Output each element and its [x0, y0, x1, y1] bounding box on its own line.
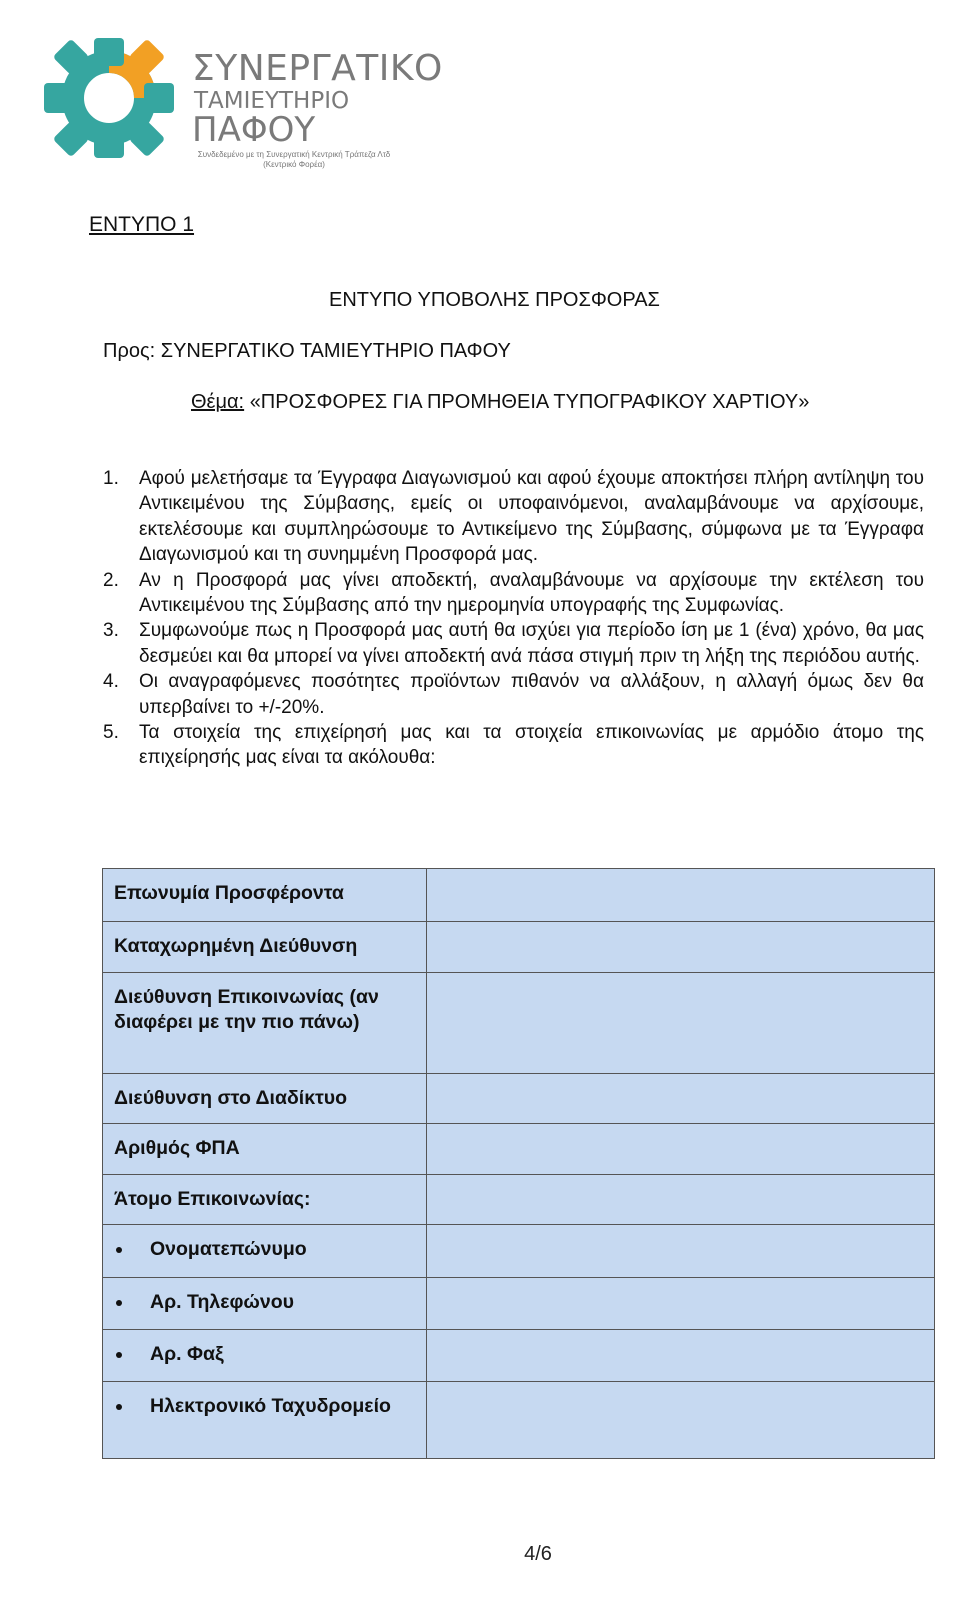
email-cell — [103, 1382, 427, 1459]
recipient-value: ΣΥΝΕΡΓΑΤΙΚΟ ΤΑΜΙΕΥΤΗΡΙΟ ΠΑΦΟΥ — [160, 340, 511, 362]
fax-field[interactable] — [427, 1330, 935, 1382]
term-number: 5. — [103, 722, 119, 744]
contact-person-field[interactable] — [427, 1175, 935, 1225]
website-field[interactable] — [427, 1074, 935, 1124]
table-row — [103, 973, 935, 1074]
term-text: Αφού μελετήσαμε τα Έγγραφα Διαγωνισμού και αφού έχουμε αποκτήσει πλήρη αντίληψη του Αντικειμένου της Σύμβασης, εμείς οι υποφαινόμενοι, αναλαμβάνουμε να αρχίσουμε, εκτελέσουμε και συμπληρώσουμε το Αντικείμενο της Σύμβασης, σύμφωνα με τα Έγγραφα Διαγωνισμού και τη συνημμένη Προσφορά μας. — [139, 468, 924, 566]
term-number: 4. — [103, 671, 119, 693]
recipient-line — [103, 340, 511, 363]
terms-list — [103, 466, 924, 771]
term-item — [103, 720, 924, 771]
phone-label: Αρ. Τηλεφώνου — [150, 1291, 294, 1313]
supplier-details-table — [102, 868, 935, 1459]
form-number: ΕΝΤΥΠΟ 1 — [89, 213, 195, 236]
table-row — [103, 922, 935, 973]
phone-bullet — [114, 1290, 416, 1315]
bank-logo — [44, 38, 464, 178]
bullet-icon — [116, 1352, 122, 1358]
email-field[interactable] — [427, 1382, 935, 1459]
table-row — [103, 1074, 935, 1124]
website-label: Διεύθυνση στο Διαδίκτυο — [103, 1074, 427, 1124]
email-label: Ηλεκτρονικό Ταχυδρομείο — [150, 1395, 391, 1417]
logo-title: ΣΥΝΕΡΓΑΤΙΚΟ — [192, 48, 443, 89]
contact-address-label: Διεύθυνση Επικοινωνίας (αν διαφέρει με την πιο πάνω) — [103, 973, 427, 1074]
vat-number-field[interactable] — [427, 1124, 935, 1175]
registered-address-label: Καταχωρημένη Διεύθυνση — [103, 922, 427, 973]
bullet-icon — [116, 1404, 122, 1410]
contact-address-field[interactable] — [427, 973, 935, 1074]
subject-label: Θέμα: — [191, 391, 245, 413]
fax-bullet — [114, 1342, 416, 1367]
company-name-label: Επωνυμία Προσφέροντα — [103, 869, 427, 922]
fax-cell — [103, 1330, 427, 1382]
document-title: ΕΝΤΥΠΟ ΥΠΟΒΟΛΗΣ ΠΡΟΣΦΟΡΑΣ — [329, 289, 660, 311]
full-name-label: Ονοματεπώνυμο — [150, 1238, 307, 1260]
subject-line — [191, 391, 809, 414]
table-row — [103, 1382, 935, 1459]
cooperative-star-logo-icon — [44, 38, 174, 158]
table-row — [103, 1124, 935, 1175]
table-row — [103, 1225, 935, 1278]
term-item — [103, 669, 924, 720]
company-name-field[interactable] — [427, 869, 935, 922]
logo-subtitle: ΤΑΜΙΕΥΤΗΡΙΟ — [194, 88, 350, 114]
table-row — [103, 1330, 935, 1382]
registered-address-field[interactable] — [427, 922, 935, 973]
term-number: 2. — [103, 569, 119, 591]
email-bullet — [114, 1394, 416, 1419]
full-name-cell — [103, 1225, 427, 1278]
term-item — [103, 466, 924, 568]
full-name-field[interactable] — [427, 1225, 935, 1278]
bullet-icon — [116, 1300, 122, 1306]
recipient-label: Προς: — [103, 340, 156, 362]
contact-person-label: Άτομο Επικοινωνίας: — [103, 1175, 427, 1225]
term-item — [103, 618, 924, 669]
bullet-icon — [116, 1247, 122, 1253]
term-item — [103, 568, 924, 619]
logo-tagline: Συνδεδεμένο με τη Συνεργατική Κεντρική Τράπεζα Λτδ (Κεντρικό Φορέα) — [197, 150, 391, 169]
subject-value: «ΠΡΟΣΦΟΡΕΣ ΓΙΑ ΠΡΟΜΗΘΕΙΑ ΤΥΠΟΓΡΑΦΙΚΟΥ ΧΑΡΤΙΟΥ» — [249, 391, 810, 413]
fax-label: Αρ. Φαξ — [150, 1343, 224, 1365]
page-number: 4/6 — [524, 1543, 552, 1565]
table-row — [103, 869, 935, 922]
term-text: Αν η Προσφορά μας γίνει αποδεκτή, αναλαμβάνουμε να αρχίσουμε την εκτέλεση του Αντικειμένου της Σύμβασης από την ημερομηνία υπογραφής της Συμφωνίας. — [139, 569, 924, 617]
table-row — [103, 1175, 935, 1225]
term-text: Τα στοιχεία της επιχείρησή μας και τα στοιχεία επικοινωνίας με αρμόδιο άτομο της επιχείρησής μας είναι τα ακόλουθα: — [139, 722, 924, 769]
vat-number-label: Αριθμός ΦΠΑ — [103, 1124, 427, 1175]
term-text: Οι αναγραφόμενες ποσότητες προϊόντων πιθανόν να αλλάξουν, η αλλαγή όμως δεν θα υπερβαίνει το +/-20%. — [139, 671, 924, 718]
term-text: Συμφωνούμε πως η Προσφορά μας αυτή θα ισχύει για περίοδο ίση με 1 (ένα) χρόνο, θα μας δεσμεύει και θα μπορεί να γίνει αποδεκτή ανά πάσα στιγμή πριν τη λήξη της περιόδου αυτής. — [139, 620, 924, 667]
phone-cell — [103, 1278, 427, 1330]
logo-city: ΠΑΦΟΥ — [192, 110, 316, 150]
full-name-bullet — [114, 1237, 416, 1262]
term-number: 3. — [103, 620, 119, 642]
term-number: 1. — [103, 468, 119, 489]
table-row — [103, 1278, 935, 1330]
phone-field[interactable] — [427, 1278, 935, 1330]
